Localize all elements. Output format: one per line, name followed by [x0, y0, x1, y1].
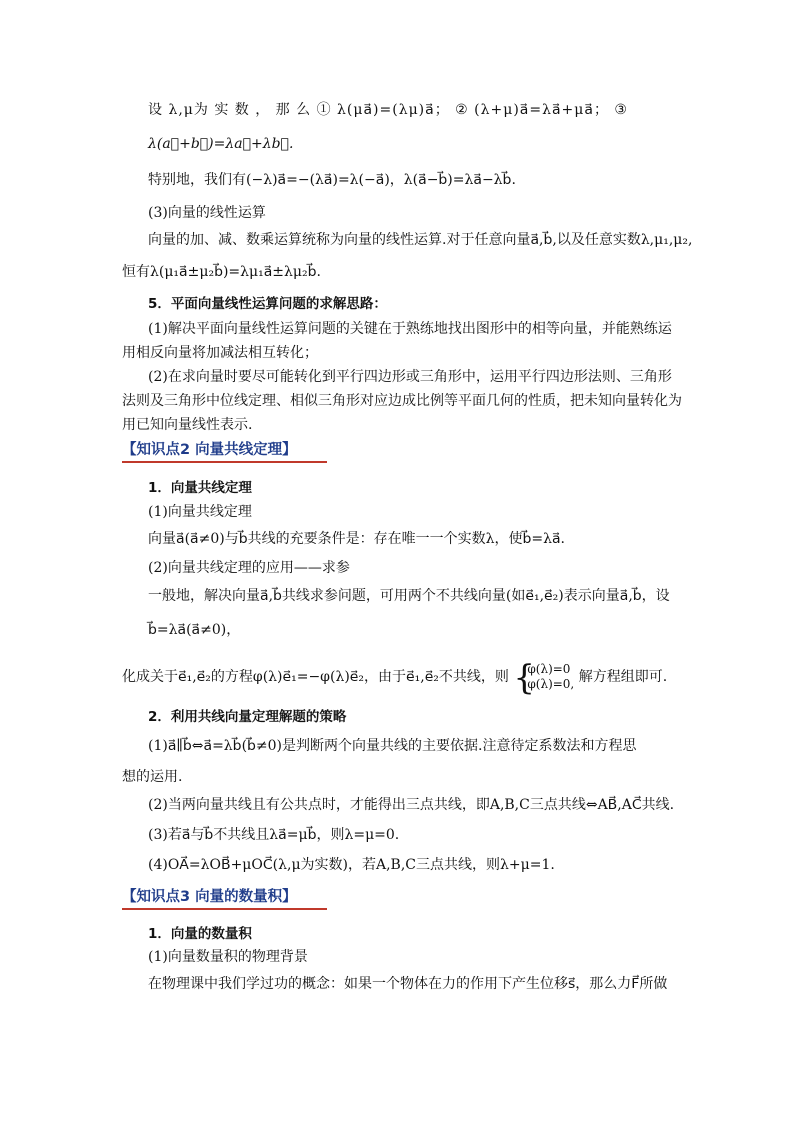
brace-icon: { — [513, 658, 536, 698]
heading-text: 【知识点2 向量共线定理】 — [122, 442, 297, 458]
text-line: 在物理课中我们学过功的概念：如果一个物体在力的作用下产生位移s⃗，那么力F⃗所做 — [148, 976, 668, 992]
subsection-title: (1)向量数量积的物理背景 — [148, 949, 308, 965]
system-equation-2: φ(λ)=0, — [527, 677, 575, 691]
text-line-with-system — [122, 658, 668, 698]
text-line: (2)在求向量时要尽可能转化到平行四边形或三角形中，运用平行四边形法则、三角形 — [148, 369, 672, 385]
text-line: 向量的加、减、数乘运算统称为向量的线性运算.对于任意向量a⃗,b⃗,以及任意实数λ,μ₁,μ₂, — [148, 232, 693, 248]
text-line: 设 λ,μ为 实 数 ， 那 么 ① λ(μa⃗)=(λμ)a⃗； ② (λ+μ)a⃗=λa⃗+μa⃗； ③ — [148, 102, 628, 118]
text-segment: 化成关于e⃗₁,e⃗₂的方程φ(λ)e⃗₁=−φ(λ)e⃗₂，由于e⃗₁,e⃗₂不共线，则 — [122, 669, 509, 685]
text-line: 想的运用. — [122, 769, 183, 785]
formula-line: b⃗=λa⃗(a⃗≠0)， — [148, 622, 241, 638]
section-title: 2．利用共线向量定理解题的策略 — [148, 709, 347, 725]
heading-underline — [122, 908, 327, 910]
text-line: (3)若a⃗与b⃗不共线且λa⃗=μb⃗，则λ=μ=0. — [148, 827, 400, 843]
text-line: (1)a⃗∥b⃗⇔a⃗=λb⃗(b⃗≠0)是判断两个向量共线的主要依据.注意待定系数法和方程思 — [148, 738, 637, 754]
text-line: (2)当两向量共线且有公共点时，才能得出三点共线，即A,B,C三点共线⇔AB⃗,AC⃗共线. — [148, 797, 675, 813]
text-line: 一般地，解决向量a⃗,b⃗共线求参问题，可用两个不共线向量(如e⃗₁,e⃗₂)表示向量a⃗,b⃗，设 — [148, 588, 670, 604]
text-line: 特别地，我们有(−λ)a⃗=−(λa⃗)=λ(−a⃗)，λ(a⃗−b⃗)=λa⃗−λb⃗. — [148, 172, 516, 188]
text-line: (4)OA⃗=λOB⃗+μOC⃗(λ,μ为实数)，若A,B,C三点共线，则λ+μ=1. — [148, 857, 555, 873]
subsection-title: (1)向量共线定理 — [148, 504, 252, 520]
section-title: 1．向量的数量积 — [148, 926, 252, 942]
text-line: 用已知向量线性表示. — [122, 417, 253, 433]
text-line: 恒有λ(μ₁a⃗±μ₂b⃗)=λμ₁a⃗±λμ₂b⃗. — [122, 264, 321, 280]
heading-text: 【知识点3 向量的数量积】 — [122, 889, 297, 905]
knowledge-point-heading — [122, 440, 297, 462]
subsection-title: (2)向量共线定理的应用——求参 — [148, 560, 350, 576]
section-title: 1．向量共线定理 — [148, 480, 252, 496]
subsection-title: (3)向量的线性运算 — [148, 205, 266, 221]
formula-line: λ(a⃗+b⃗)=λa⃗+λb⃗. — [148, 136, 294, 152]
text-line: 向量a⃗(a⃗≠0)与b⃗共线的充要条件是：存在唯一一个实数λ，使b⃗=λa⃗. — [148, 531, 565, 547]
equation-system — [513, 658, 575, 698]
text-line: (1)解决平面向量线性运算问题的关键在于熟练地找出图形中的相等向量，并能熟练运 — [148, 321, 672, 337]
heading-underline — [122, 461, 327, 463]
text-line: 用相反向量将加减法相互转化； — [122, 345, 318, 361]
text-line: 法则及三角形中位线定理、相似三角形对应边成比例等平面几何的性质，把未知向量转化为 — [122, 393, 682, 409]
system-equation-1: φ(λ)=0 — [527, 662, 571, 676]
text-segment: 解方程组即可. — [578, 669, 668, 685]
section-title: 5．平面向量线性运算问题的求解思路： — [148, 296, 387, 312]
knowledge-point-heading — [122, 887, 297, 909]
